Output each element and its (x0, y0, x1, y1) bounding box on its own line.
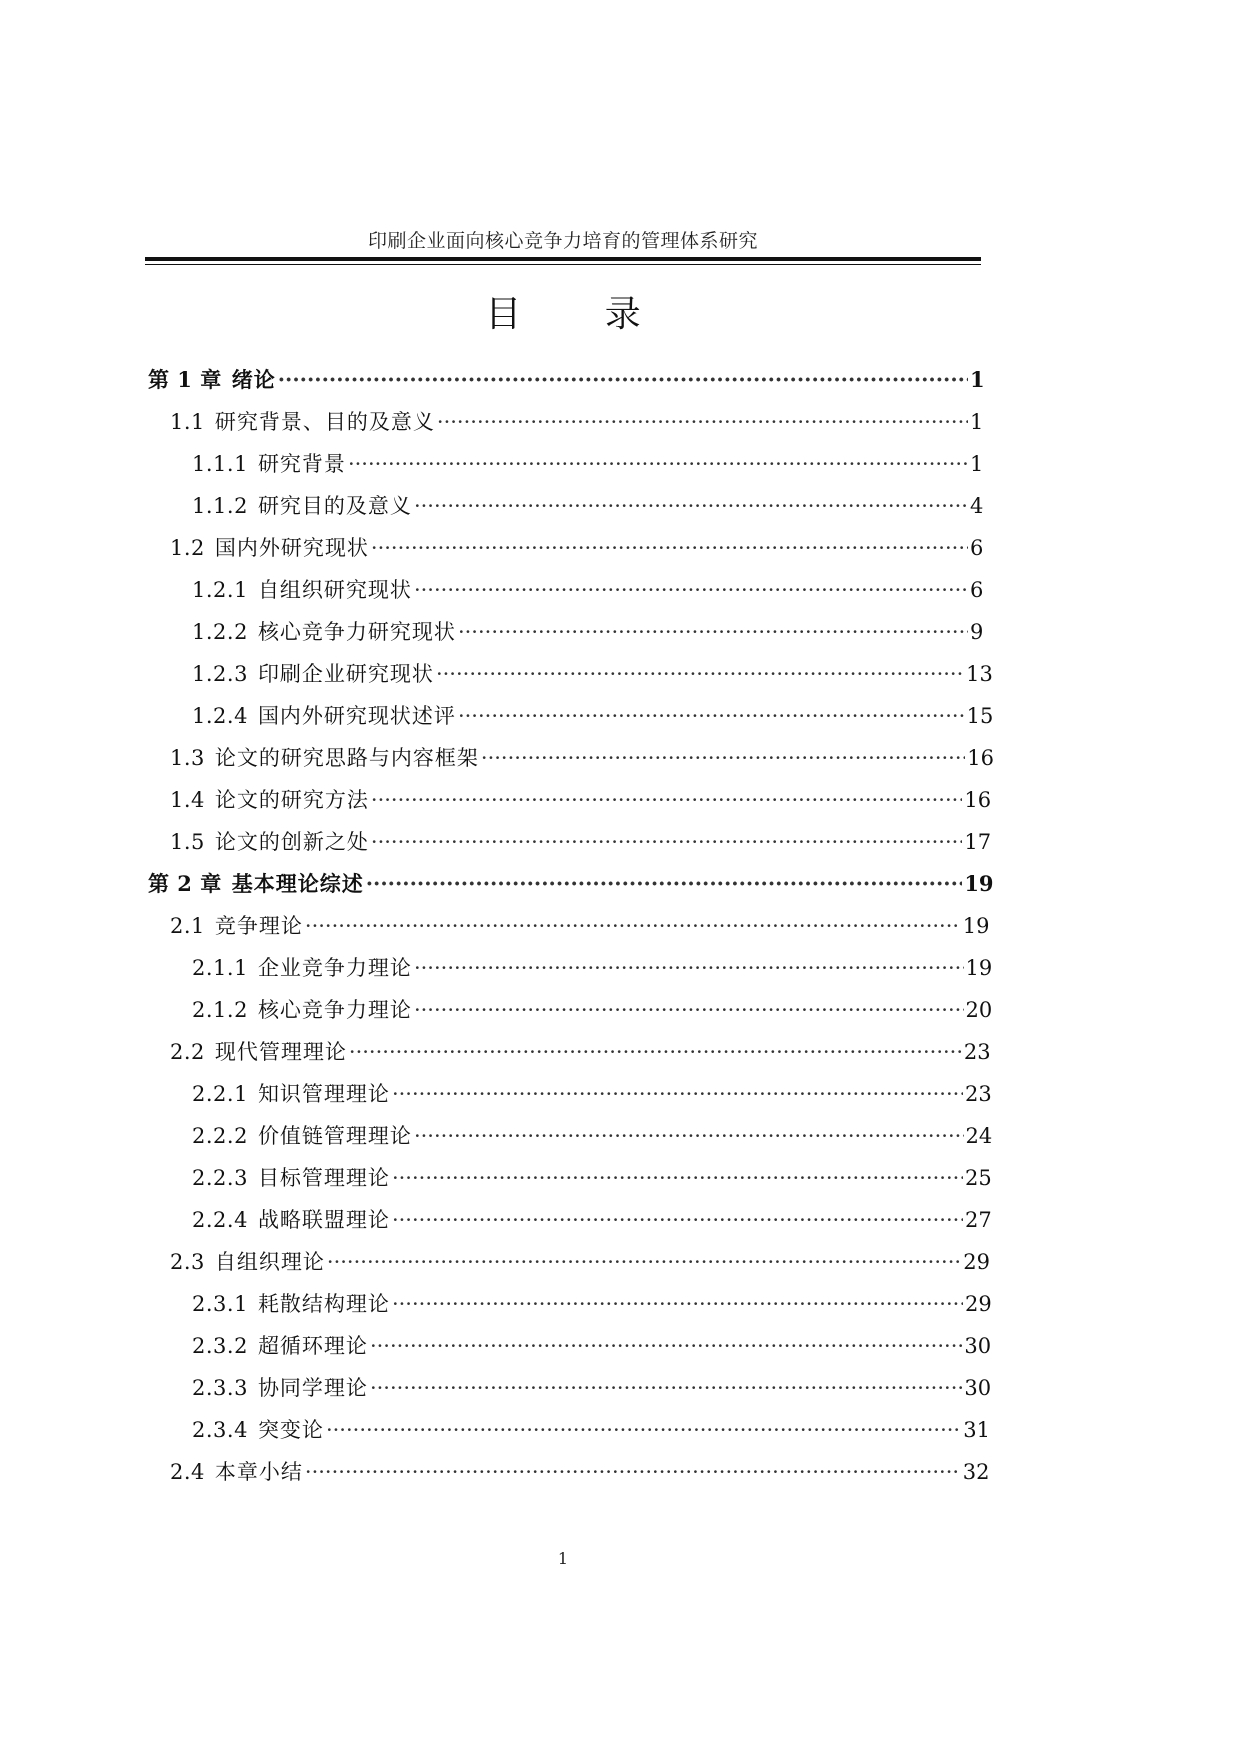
toc-entry-number: 2.4 (170, 1460, 205, 1484)
toc-dot-leader (278, 367, 968, 392)
toc-dot-leader (349, 1040, 962, 1064)
toc-subsection-entry[interactable] (148, 490, 984, 532)
toc-entry-number: 1.3 (170, 746, 205, 770)
toc-entry-number: 1.1.2 (192, 494, 248, 518)
toc-dot-leader (414, 494, 968, 518)
toc-dot-leader (414, 956, 964, 980)
toc-entry-page: 25 (964, 1166, 992, 1190)
toc-entry-title: 突变论 (257, 1418, 324, 1442)
toc-dot-leader (392, 1292, 963, 1316)
toc-entry-number: 2.2 (170, 1040, 205, 1064)
toc-entry-title: 知识管理理论 (257, 1082, 390, 1106)
toc-entry-page: 19 (962, 914, 990, 938)
toc-subsection-entry[interactable] (148, 1204, 992, 1246)
toc-dot-leader (458, 704, 965, 728)
toc-dot-leader (305, 1460, 961, 1484)
toc-entry-number: 2.3.4 (192, 1418, 248, 1442)
toc-entry-page: 31 (963, 1418, 990, 1442)
toc-dot-leader (366, 871, 963, 896)
toc-entry-number: 1.2.2 (192, 620, 248, 644)
toc-entry-title: 论文的研究方法 (214, 788, 369, 812)
toc-entry-title: 研究背景、目的及意义 (214, 410, 435, 434)
toc-dot-leader (481, 746, 965, 770)
toc-section-entry[interactable] (148, 1036, 991, 1078)
toc-section-entry[interactable] (148, 910, 990, 952)
toc-entry-page: 29 (963, 1250, 991, 1274)
toc-entry-page: 19 (964, 871, 994, 896)
toc-entry-title: 价值链管理理论 (257, 1124, 412, 1148)
toc-subsection-entry[interactable] (148, 1414, 990, 1456)
toc-entry-title: 论文的研究思路与内容框架 (214, 746, 479, 770)
toc-entry-title: 目标管理理论 (257, 1166, 390, 1190)
toc-subsection-entry[interactable] (148, 994, 993, 1036)
toc-dot-leader (414, 1124, 964, 1148)
toc-dot-leader (458, 620, 968, 644)
toc-entry-title: 本章小结 (214, 1460, 303, 1484)
toc-entry-number: 1.4 (170, 788, 205, 812)
toc-entry-page: 13 (966, 662, 993, 686)
toc-entry-title: 超循环理论 (257, 1334, 368, 1358)
toc-chapter-entry[interactable] (148, 364, 985, 406)
toc-dot-leader (326, 1418, 961, 1442)
toc-dot-leader (414, 998, 964, 1022)
header-rule-thin (145, 264, 981, 265)
toc-dot-leader (370, 1334, 962, 1358)
toc-dot-leader (414, 578, 968, 602)
toc-entry-page: 23 (963, 1040, 991, 1064)
toc-entry-page: 6 (970, 536, 984, 560)
toc-entry-title: 核心竞争力研究现状 (257, 620, 456, 644)
toc-entry-page: 15 (966, 704, 994, 728)
page-number: 1 (557, 1549, 569, 1568)
toc-entry-number: 2.1.2 (192, 998, 248, 1022)
toc-entry-page: 29 (964, 1292, 992, 1316)
toc-entry-page: 23 (964, 1082, 992, 1106)
toc-subsection-entry[interactable] (148, 1078, 992, 1120)
toc-section-entry[interactable] (148, 406, 984, 448)
toc-section-entry[interactable] (148, 1456, 990, 1498)
toc-entry-number: 1.2.3 (192, 662, 248, 686)
toc-dot-leader (305, 914, 961, 938)
toc-entry-number: 2.2.1 (192, 1082, 248, 1106)
toc-entry-number: 1.1.1 (192, 452, 248, 476)
toc-entry-number: 2.1 (170, 914, 205, 938)
toc-subsection-entry[interactable] (148, 952, 993, 994)
toc-entry-page: 1 (970, 367, 985, 392)
toc-entry-number: 2.2.3 (192, 1166, 248, 1190)
toc-entry-page: 19 (965, 956, 993, 980)
toc-dot-leader (371, 536, 968, 560)
toc-dot-leader (392, 1082, 963, 1106)
toc-dot-leader (436, 662, 964, 686)
toc-entry-number: 2.3.1 (192, 1292, 248, 1316)
toc-entry-title: 基本理论综述 (231, 871, 364, 896)
toc-entry-number: 2.1.1 (192, 956, 248, 980)
toc-subsection-entry[interactable] (148, 574, 984, 616)
toc-subsection-entry[interactable] (148, 1120, 993, 1162)
toc-entry-title: 国内外研究现状 (214, 536, 369, 560)
toc-entry-page: 32 (962, 1460, 990, 1484)
toc-dot-leader (327, 1250, 961, 1274)
toc-entry-page: 1 (970, 452, 984, 476)
toc-entry-number: 第 2 章 (148, 871, 222, 896)
toc-entry-page: 17 (964, 830, 992, 854)
toc-section-entry[interactable] (148, 532, 984, 574)
toc-entry-number: 1.5 (170, 830, 205, 854)
toc-entry-title: 耗散结构理论 (257, 1292, 390, 1316)
toc-entry-page: 30 (964, 1376, 992, 1400)
toc-dot-leader (392, 1208, 963, 1232)
toc-list (148, 364, 994, 1498)
toc-entry-title: 研究背景 (257, 452, 346, 476)
toc-entry-title: 绪论 (231, 367, 276, 392)
toc-entry-page: 30 (964, 1334, 992, 1358)
toc-entry-page: 16 (964, 788, 992, 812)
toc-entry-title: 战略联盟理论 (257, 1208, 390, 1232)
toc-entry-title: 企业竞争力理论 (257, 956, 412, 980)
toc-entry-title: 研究目的及意义 (257, 494, 412, 518)
toc-subsection-entry[interactable] (148, 448, 984, 490)
toc-entry-number: 1.2.1 (192, 578, 248, 602)
toc-chapter-entry[interactable] (148, 868, 994, 910)
toc-entry-number: 2.3 (170, 1250, 205, 1274)
toc-subsection-entry[interactable] (148, 1330, 992, 1372)
toc-entry-title: 自组织理论 (214, 1250, 325, 1274)
toc-entry-title: 现代管理理论 (214, 1040, 347, 1064)
toc-dot-leader (392, 1166, 963, 1190)
toc-entry-page: 1 (970, 410, 984, 434)
header-rule-thick (145, 257, 981, 261)
toc-entry-title: 自组织研究现状 (257, 578, 412, 602)
toc-subsection-entry[interactable] (148, 658, 993, 700)
toc-dot-leader (437, 410, 968, 434)
toc-subsection-entry[interactable] (148, 1372, 992, 1414)
toc-title: 目 录 (485, 294, 677, 335)
toc-entry-page: 4 (970, 494, 984, 518)
toc-section-entry[interactable] (148, 784, 992, 826)
toc-subsection-entry[interactable] (148, 616, 984, 658)
running-header: 印刷企业面向核心竞争力培育的管理体系研究 (367, 230, 758, 252)
toc-section-entry[interactable] (148, 826, 992, 868)
toc-entry-title: 印刷企业研究现状 (257, 662, 434, 686)
toc-subsection-entry[interactable] (148, 1162, 992, 1204)
toc-entry-title: 核心竞争力理论 (257, 998, 412, 1022)
toc-entry-number: 第 1 章 (148, 367, 222, 392)
toc-entry-page: 24 (965, 1124, 993, 1148)
toc-entry-page: 16 (967, 746, 994, 770)
toc-section-entry[interactable] (148, 742, 994, 784)
toc-entry-title: 论文的创新之处 (214, 830, 369, 854)
toc-entry-number: 2.2.2 (192, 1124, 248, 1148)
toc-dot-leader (370, 1376, 962, 1400)
toc-dot-leader (348, 452, 968, 476)
toc-section-entry[interactable] (148, 1246, 991, 1288)
toc-entry-number: 1.2.4 (192, 704, 248, 728)
toc-entry-number: 2.3.3 (192, 1376, 248, 1400)
toc-subsection-entry[interactable] (148, 700, 994, 742)
toc-entry-title: 竞争理论 (214, 914, 303, 938)
toc-entry-page: 6 (970, 578, 984, 602)
toc-entry-number: 1.2 (170, 536, 205, 560)
toc-entry-title: 国内外研究现状述评 (257, 704, 456, 728)
toc-entry-title: 协同学理论 (257, 1376, 368, 1400)
toc-subsection-entry[interactable] (148, 1288, 992, 1330)
toc-entry-number: 2.3.2 (192, 1334, 248, 1358)
toc-entry-page: 9 (970, 620, 984, 644)
toc-entry-number: 2.2.4 (192, 1208, 248, 1232)
toc-dot-leader (371, 788, 963, 812)
toc-entry-page: 27 (964, 1208, 992, 1232)
toc-dot-leader (371, 830, 963, 854)
toc-entry-page: 20 (965, 998, 993, 1022)
toc-entry-number: 1.1 (170, 410, 205, 434)
